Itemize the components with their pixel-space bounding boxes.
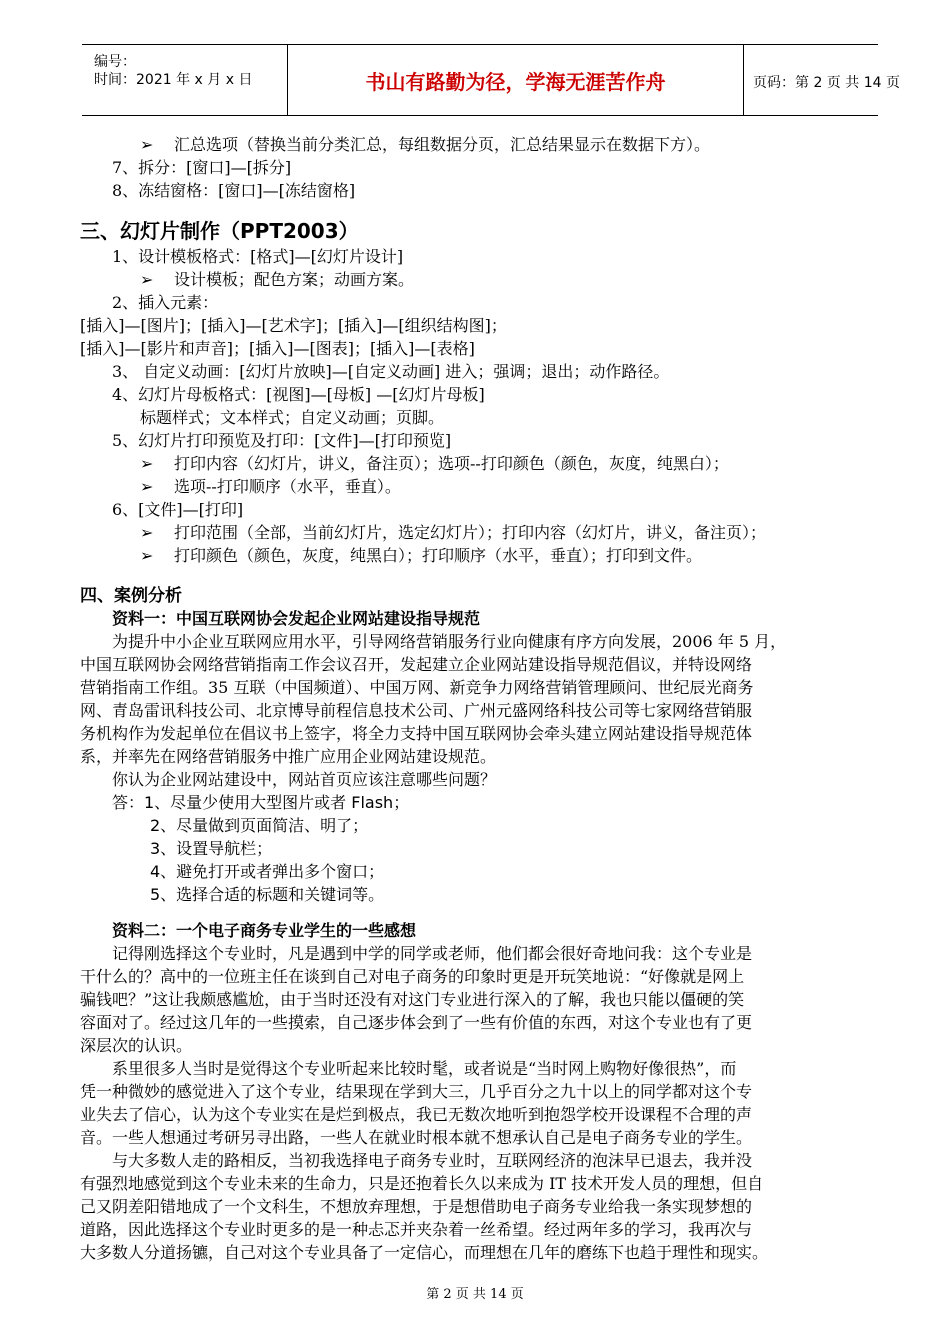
paragraph-line: 务机构作为发起单位在倡议书上签字，将全力支持中国互联网协会牵头建立网站建设指导规范体	[80, 724, 753, 743]
answer-line: 答：1、尽量少使用大型图片或者 Flash；	[112, 793, 410, 812]
header-page-label: 页码：第 2 页 共 14 页	[753, 75, 900, 91]
bullet-line: ➢ 打印范围（全部，当前幻灯片，选定幻灯片）；打印内容（幻灯片，讲义，备注页）；	[140, 523, 767, 542]
question-line: 你认为企业网站建设中，网站首页应该注意哪些问题？	[112, 770, 497, 789]
paragraph-line: 中国互联网协会网络营销指南工作会议召开，发起建立企业网站建设指导规范倡议，并特设网络	[80, 655, 753, 674]
header-meta	[82, 45, 287, 115]
paragraph-line: 音。一些人想通过考研另寻出路，一些人在就业时根本就不想承认自己是电子商务专业的学生。	[80, 1128, 753, 1147]
paragraph-line: 有强烈地感觉到这个专业未来的生命力，只是还抱着长久以来成为 IT 技术开发人员的理想，但自	[80, 1174, 764, 1193]
paragraph-line: 道路，因此选择这个专业时更多的是一种忐忑并夹杂着一丝希望。经过两年多的学习，我再次与	[80, 1220, 753, 1239]
arrow-bullet-icon: ➢	[140, 523, 154, 542]
paragraph-line: 己又阴差阳错地成了一个文科生，不想放弃理想，于是想借助电子商务专业给我一条实现梦想的	[80, 1197, 753, 1216]
text-line: 8、冻结窗格：[窗口]—[冻结窗格]	[112, 181, 356, 200]
text-line: 标题样式；文本样式；自定义动画；页脚。	[140, 408, 445, 427]
bullet-line: ➢ 汇总选项（替换当前分类汇总，每组数据分页，汇总结果显示在数据下方）。	[140, 135, 711, 154]
text-line: 3、 自定义动画：[幻灯片放映]—[自定义动画] 进入；强调；退出；动作路径。	[112, 362, 670, 381]
bullet-line: ➢ 选项--打印顺序（水平，垂直）。	[140, 477, 401, 496]
text-line: 2、插入元素：	[112, 293, 219, 312]
answer-line: 5、选择合适的标题和关键词等。	[150, 885, 385, 904]
paragraph-line: 业失去了信心，认为这个专业实在是烂到极点，我已无数次地听到抱怨学校开设课程不合理的声	[80, 1105, 753, 1124]
header-motto-cell	[287, 45, 744, 115]
bullet-line: ➢ 设计模板；配色方案；动画方案。	[140, 270, 415, 289]
header-page-cell	[743, 45, 900, 115]
section-heading-3: 三、幻灯片制作（PPT2003）	[80, 219, 359, 243]
answer-line: 4、避免打开或者弹出多个窗口；	[150, 862, 385, 881]
answer-line: 3、设置导航栏；	[150, 839, 273, 858]
paragraph-line: 与大多数人走的路相反，当初我选择电子商务专业时，互联网经济的泡沫早已退去，我并没	[112, 1151, 753, 1170]
arrow-bullet-icon: ➢	[140, 270, 154, 289]
text-line: 5、幻灯片打印预览及打印：[文件]—[打印预览]	[112, 431, 452, 450]
paragraph-line: 记得刚选择这个专业时，凡是遇到中学的同学或老师，他们都会很好奇地问我：这个专业是	[112, 944, 753, 963]
paragraph-line: 骗钱吧？”这让我颇感尴尬，由于当时还没有对这门专业进行深入的了解，我也只能以僵硬的笑	[80, 990, 745, 1009]
text-line: [插入]—[影片和声音]；[插入]—[图表]；[插入]—[表格]	[80, 339, 475, 358]
paragraph-line: 凭一种微妙的感觉进入了这个专业，结果现在学到大三，几乎百分之九十以上的同学都对这个专	[80, 1082, 753, 1101]
paragraph-line: 干什么的？高中的一位班主任在谈到自己对电子商务的印象时更是开玩笑地说：“好像就是网上	[80, 967, 745, 986]
paragraph-line: 容面对了。经过这几年的一些摸索，自己逐步体会到了一些有价值的东西，对这个专业也有了更	[80, 1013, 753, 1032]
paragraph-line: 大多数人分道扬镳，自己对这个专业具备了一定信心，而理想在几年的磨练下也趋于理性和现实。	[80, 1243, 769, 1262]
paragraph-line: 网、青岛雷讯科技公司、北京博导前程信息技术公司、广州元盛网络科技公司等七家网络营销服	[80, 701, 753, 720]
header-motto: 书山有路勤为径，学海无涯苦作舟	[365, 70, 666, 94]
paragraph-line: 深层次的认识。	[80, 1036, 193, 1055]
text-line: 1、设计模板格式：[格式]—[幻灯片设计]	[112, 247, 404, 266]
paragraph-line: 营销指南工作组。35 互联（中国频道）、中国万网、新竞争力网络营销管理顾问、世纪辰光商务	[80, 678, 754, 697]
bullet-line: ➢ 打印颜色（颜色，灰度，纯黑白）；打印顺序（水平，垂直）；打印到文件。	[140, 546, 703, 565]
arrow-bullet-icon: ➢	[140, 477, 154, 496]
bullet-line: ➢ 打印内容（幻灯片，讲义，备注页）；选项--打印颜色（颜色，灰度，纯黑白）；	[140, 454, 729, 473]
material-two-title: 资料二：一个电子商务专业学生的一些感想	[112, 921, 417, 940]
document-number-label: 编号：	[94, 54, 136, 70]
arrow-bullet-icon: ➢	[140, 454, 154, 473]
material-one-title: 资料一：中国互联网协会发起企业网站建设指导规范	[112, 609, 481, 628]
text-line: [插入]—[图片]；[插入]—[艺术字]；[插入]—[组织结构图]；	[80, 316, 507, 335]
document-time-label: 时间：2021 年 x 月 x 日	[94, 72, 253, 88]
arrow-bullet-icon: ➢	[140, 546, 154, 565]
text-line: 4、幻灯片母板格式：[视图]—[母板] —[幻灯片母板]	[112, 385, 485, 404]
arrow-bullet-icon: ➢	[140, 135, 154, 154]
answer-line: 2、尽量做到页面简洁、明了；	[150, 816, 369, 835]
paragraph-line: 系，并率先在网络营销服务中推广应用企业网站建设规范。	[80, 747, 497, 766]
page-footer: 第 2 页 共 14 页	[426, 1287, 524, 1302]
text-line: 6、[文件]—[打印]	[112, 500, 244, 519]
page-header	[82, 44, 900, 116]
text-line: 7、拆分：[窗口]—[拆分]	[112, 158, 292, 177]
paragraph-line: 为提升中小企业互联网应用水平，引导网络营销服务行业向健康有序方向发展，2006 年 5 月，	[112, 632, 787, 651]
section-heading-4: 四、案例分析	[80, 586, 182, 606]
paragraph-line: 系里很多人当时是觉得这个专业听起来比较时髦，或者说是“当时网上购物好像很热”，而	[112, 1059, 737, 1078]
